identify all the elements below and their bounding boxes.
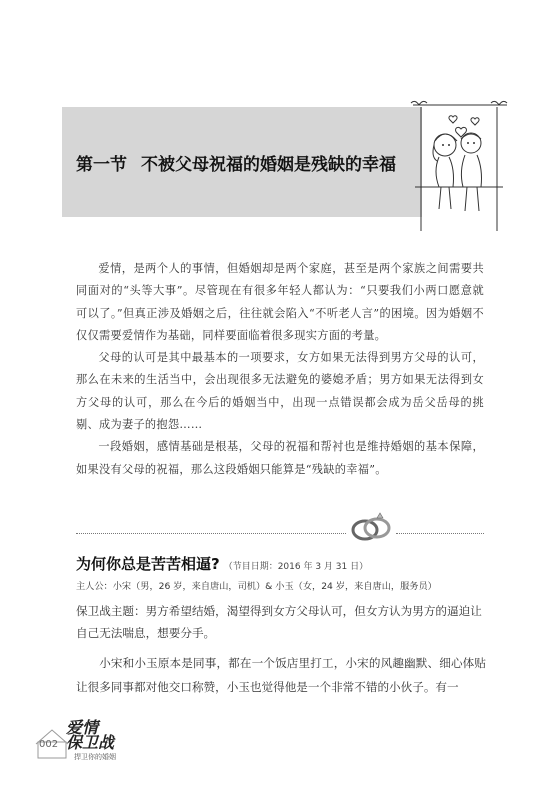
story-title <box>76 553 368 574</box>
story-body <box>76 651 486 699</box>
article-body <box>76 258 484 481</box>
dotted-divider <box>76 533 346 534</box>
brand-logo <box>66 720 114 750</box>
paragraph: 小宋和小玉原本是同事，都在一个饭店里打工，小宋的风趣幽默、细心体贴让很多同事都对他交口称赞，小玉也觉得他是一个非常不错的小伙子。有一 <box>76 656 486 694</box>
paragraph: 一段婚姻，感情基础是根基，父母的祝福和帮衬也是维持婚姻的基本保障，如果没有父母的祝福，那么这段婚姻只能算是“残缺的幸福”。 <box>76 440 484 476</box>
brand-line-2: 保卫战 <box>66 733 115 752</box>
story-theme: 保卫战主题：男方希望结婚，渴望得到女方父母认可，但女方认为男方的逼迫让自己无法喘息，想要分手。 <box>76 604 482 640</box>
brand-line-1: 爱情 <box>66 718 99 737</box>
paragraph: 父母的认可是其中最基本的一项要求，女方如果无法得到男方父母的认可，那么在未来的生活当中，会出现很多无法避免的婆媳矛盾；男方如果无法得到女方父母的认可，那么在今后的婚姻当中，出现一点错误都会成为岳父岳母的挑剔、成为妻子的抱怨…… <box>76 351 484 432</box>
story-cast: 主人公：小宋（男，26 岁，来自唐山，司机）& 小玉（女，24 岁，来自唐山，服务员） <box>76 581 437 592</box>
section-number: 第一节 <box>76 155 127 175</box>
couple-on-swing-illustration <box>405 95 515 235</box>
wedding-rings-icon <box>347 510 395 546</box>
dotted-divider <box>396 533 484 534</box>
section-heading: 不被父母祝福的婚姻是残缺的幸福 <box>141 155 396 175</box>
section-title <box>76 150 396 175</box>
eye-dot <box>442 144 444 146</box>
story-heading: 为何你总是苦苦相逼? <box>76 555 220 573</box>
brand-subtitle: 捍卫你的婚姻 <box>74 753 116 761</box>
broadcast-date: （节目日期：2016 年 3 月 31 日） <box>223 562 369 572</box>
page-number: 002 <box>39 739 59 750</box>
paragraph: 爱情，是两个人的事情，但婚姻却是两个家庭，甚至是两个家族之间需要共同面对的“头等大事”。尽管现在有很多年轻人都认为：“只要我们小两口愿意就可以了。”但真正涉及婚姻之后，往往就会陷入“不听老人言”的困境。因为婚姻不仅仅需要爱情作为基础，同样要面临着很多现实方面的考量。 <box>76 262 484 342</box>
